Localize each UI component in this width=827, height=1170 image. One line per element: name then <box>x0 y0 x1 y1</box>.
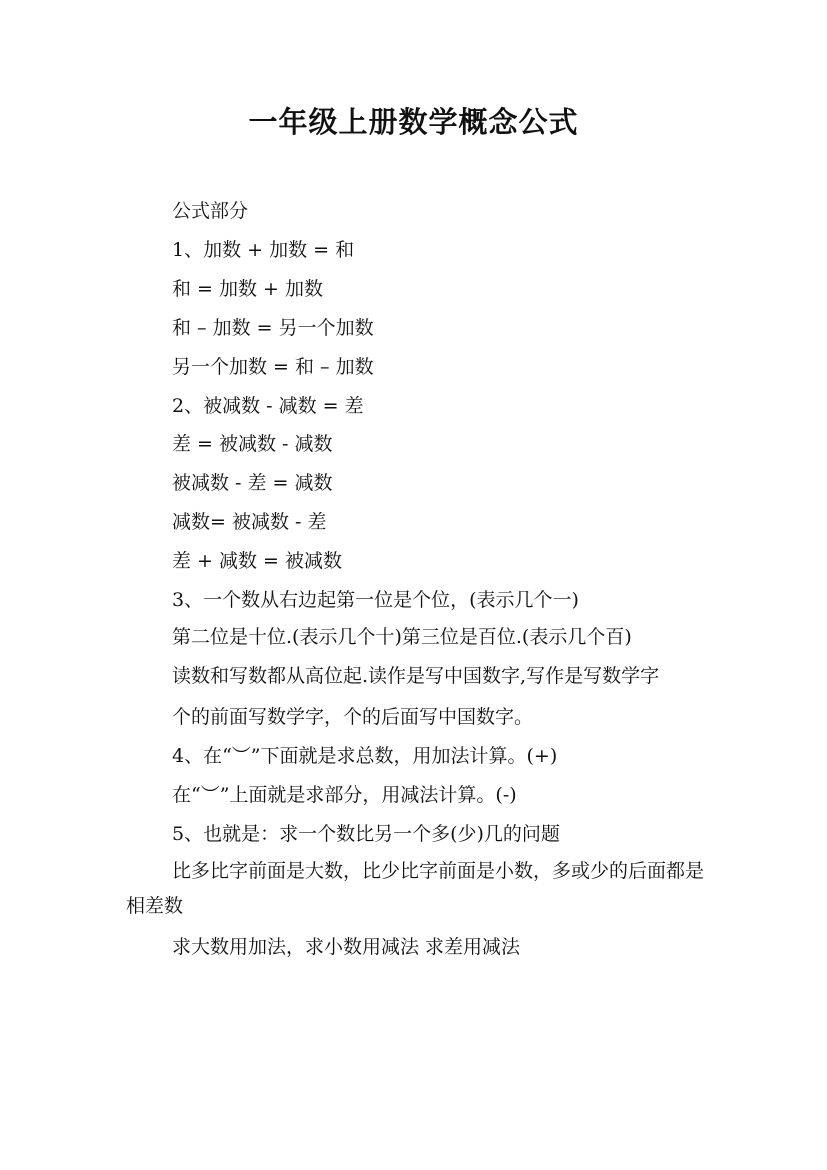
text-line: 2、被减数 - 减数 = 差 <box>172 394 364 417</box>
text-line: 1、加数 + 加数 = 和 <box>172 238 355 261</box>
text-line: 个的前面写数学字，个的后面写中国数字。 <box>172 705 534 728</box>
text-line: 差 + 减数 = 被减数 <box>172 550 342 573</box>
text-paragraph: 比多比字前面是大数，比少比字前面是小数，多或少的后面都是相差数 <box>126 859 705 917</box>
text-line: 和 – 加数 = 另一个加数 <box>172 316 374 339</box>
document-body <box>126 192 706 967</box>
text-line: 公式部分 <box>172 200 249 222</box>
text-line: 3、一个数从右边起第一位是个位，(表示几个一) <box>172 589 579 612</box>
text-line: 求大数用加法，求小数用减法 求差用减法 <box>172 935 521 958</box>
text-line: 4、在“︶”下面就是求总数，用加法计算。(+) <box>172 744 558 767</box>
document-title: 一年级上册数学概念公式 <box>248 105 579 139</box>
text-line: 另一个加数 = 和 – 加数 <box>172 355 374 378</box>
text-line: 和 = 加数 + 加数 <box>172 277 323 300</box>
text-line: 差 = 被减数 - 减数 <box>172 433 333 456</box>
text-line: 在“︶”上面就是求部分，用减法计算。(-) <box>172 783 517 806</box>
text-paragraph: 第二位是十位.(表示几个十)第三位是百位.(表示几个百) <box>172 625 632 648</box>
text-line: 5、也就是：求一个数比另一个多(少)几的问题 <box>172 822 560 845</box>
text-line: 被减数 - 差 = 减数 <box>172 472 333 495</box>
text-line: 减数= 被减数 - 差 <box>172 511 327 534</box>
text-paragraph: 读数和写数都从高位起.读作是写中国数字,写作是写数学字 <box>172 664 660 687</box>
